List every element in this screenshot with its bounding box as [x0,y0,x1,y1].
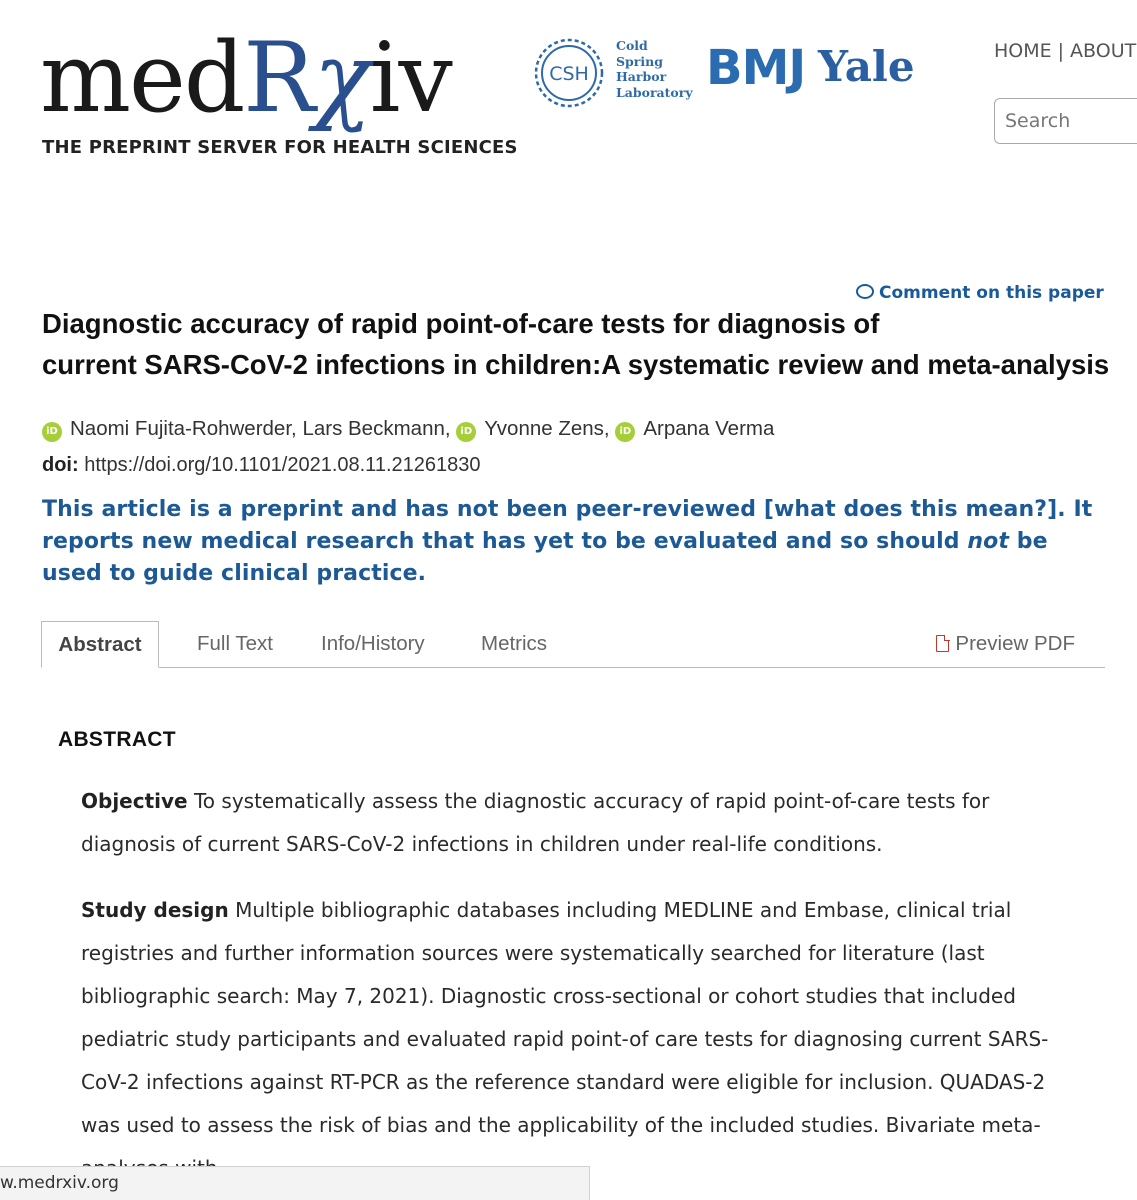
article-title-line: current SARS-CoV-2 infections in children:A systematic review and meta-analysis [42,349,1110,380]
notice-emphasis: not [967,529,1009,554]
article-title-line: Diagnostic accuracy of rapid point-of-care tests for diagnosis of [42,308,880,339]
abstract-body [81,780,1066,1200]
abstract-section-label: Study design [81,898,229,922]
abstract-section-label: Objective [81,789,188,813]
csh-name-line: Laboratory [616,84,693,100]
article-title [42,303,1122,385]
csh-logo-text [616,38,693,100]
top-nav [994,40,1136,62]
comment-bubble-icon [856,284,874,299]
search-input[interactable] [994,98,1137,144]
nav-about-link[interactable]: ABOUT [1070,40,1137,62]
nav-home-link[interactable]: HOME [994,40,1052,62]
abstract-section-text: Multiple bibliographic databases including MEDLINE and Embase, clinical trial registries and further information sources were systematically searched for literature (last bibliographic search: May 7, 2021). Diagnostic cross-sectional or cohort studies that included pediatric study participants and evaluated rapid point-of care tests for diagnosing current SARS-CoV-2 infections against RT-PCR as the reference standard were eligible for inclusion. QUADAS-2 was used to assess the risk of bias and the applicability of the included studies. Bivariate meta- [81,898,1049,1137]
comment-link-label: Comment on this paper [879,283,1104,303]
nav-separator: | [1057,40,1065,62]
author-link[interactable]: Naomi Fujita-Rohwerder, [70,417,297,440]
logo-text-med: med [40,22,244,134]
csh-name-line: Cold [616,38,648,53]
abstract-heading: ABSTRACT [58,728,176,751]
logo-text-chi: χ [313,22,370,134]
abstract-section [81,889,1066,1190]
preprint-notice [42,494,1102,590]
orcid-icon[interactable]: iD [456,422,476,442]
csh-logo-mark: CSH [549,63,589,85]
article-tabs [41,621,1105,668]
logo-text-iv: iv [369,22,451,134]
what-does-this-mean-link[interactable]: [what does this mean?] [763,497,1058,522]
author-link[interactable]: Arpana Verma [643,417,775,440]
doi-label: doi: [42,454,79,476]
csh-name-line: Harbor [616,69,667,84]
csh-logo-icon[interactable] [532,36,606,110]
browser-status-bar: w.medrxiv.org [0,1166,590,1200]
abstract-section-text: To systematically assess the diagnostic accuracy of rapid point-of-care tests for diagnosis of current SARS-CoV-2 infections in children under real-life conditions. [81,789,990,856]
csh-name-line: Spring [616,53,663,69]
orcid-icon[interactable]: iD [42,422,62,442]
comment-on-paper-link[interactable] [856,283,1104,303]
medrxiv-logo[interactable] [40,22,451,134]
preview-pdf-link[interactable] [936,621,1075,667]
tab-full-text[interactable]: Full Text [197,632,273,655]
yale-logo[interactable]: Yale [818,42,915,91]
author-link[interactable]: Lars Beckmann, [302,417,451,440]
logo-text-r: R [243,22,314,134]
preview-pdf-label: Preview PDF [955,632,1075,655]
tab-info-history[interactable]: Info/History [321,632,425,655]
author-list [42,417,774,442]
notice-text: be used to guide clinical practice. [42,529,1048,586]
pdf-file-icon [936,635,949,652]
doi-link[interactable]: https://doi.org/10.1101/2021.08.11.21261830 [84,454,481,476]
tab-metrics[interactable]: Metrics [481,632,548,655]
notice-text: This article is a preprint and has not been peer-reviewed [42,497,764,522]
orcid-icon[interactable]: iD [615,422,635,442]
site-tagline: THE PREPRINT SERVER FOR HEALTH SCIENCES [42,137,518,158]
tab-abstract[interactable]: Abstract [41,621,159,668]
author-link[interactable]: Yvonne Zens, [484,417,610,440]
notice-text: . It reports new medical research that has yet to be evaluated and so should [42,497,1093,554]
abstract-section [81,780,1066,866]
bmj-logo[interactable]: BMJ [706,40,806,96]
doi-line [42,454,480,477]
